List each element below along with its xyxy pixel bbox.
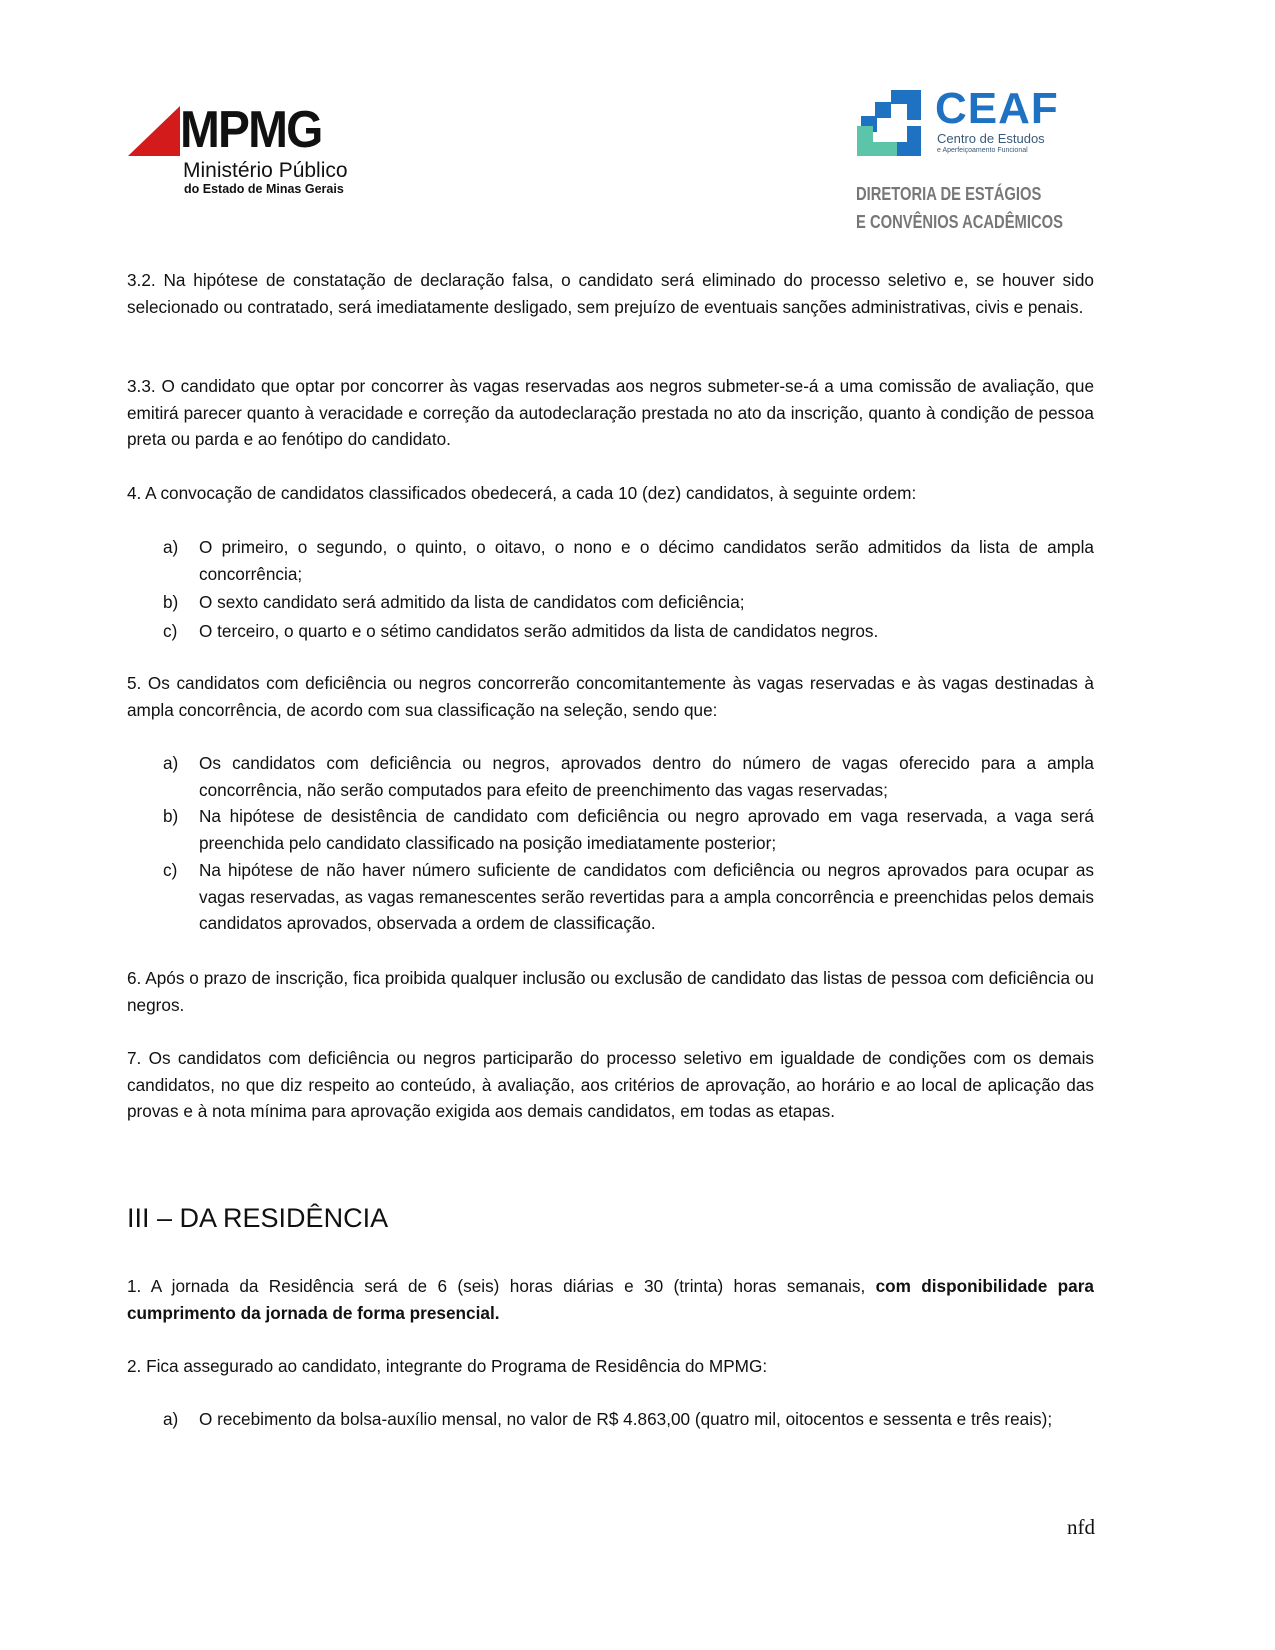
paragraph-6: 6. Após o prazo de inscrição, fica proibida qualquer inclusão ou exclusão de candidato das listas de pessoa com deficiência ou negros. (127, 968, 1094, 1015)
list-5 (127, 750, 1094, 937)
list-text: Os candidatos com deficiência ou negros, aprovados dentro do número de vagas oferecido para a ampla concorrência, não serão computados para efeito de preenchimento das vagas reservadas; (199, 753, 1094, 800)
list-text: O terceiro, o quarto e o sétimo candidatos serão admitidos da lista de candidatos negros. (199, 621, 879, 642)
r1-bold-text: com disponibilidade para cumprimento da jornada de forma presencial. (127, 1276, 1094, 1323)
list-item (127, 857, 1094, 937)
department-name (856, 180, 1063, 236)
list-item (127, 803, 1094, 856)
list-item (127, 1406, 1094, 1433)
list-text: O sexto candidato será admitido da lista de candidatos com deficiência; (199, 592, 745, 613)
list-item (127, 618, 1094, 645)
list-text: Na hipótese de não haver número suficiente de candidatos com deficiência ou negros aprovados para ocupar as vagas reservadas, as vagas remanescentes serão revertidas para a ampla concorrência e preenchidas pelos demais candidatos aprovados, observada a ordem de classificação. (199, 859, 1094, 934)
list-marker: b) (163, 806, 179, 827)
list-marker: a) (163, 537, 179, 557)
mpmg-line2: do Estado de Minas Gerais (184, 182, 344, 196)
paragraph-3-3: 3.3. O candidato que optar por concorrer às vagas reservadas aos negros submeter-se-á a uma comissão de avaliação, que emitirá parecer quanto à veracidade e correção da autodeclaração prestada no ato da inscrição, quanto à condição de pessoa preta ou parda e ao fenótipo do candidato. (127, 376, 1094, 450)
list-4 (127, 534, 1094, 645)
list-marker: c) (163, 621, 178, 642)
ceaf-mark-icon (855, 88, 927, 158)
ceaf-line1: Centro de Estudos (937, 131, 1045, 146)
list-item (127, 534, 1094, 587)
ceaf-title: CEAF (935, 84, 1059, 133)
paragraph-7: 7. Os candidatos com deficiência ou negros participarão do processo seletivo em igualdade de condições com os demais candidatos, no que diz respeito ao conteúdo, à avaliação, aos critérios de aprovação, ao horário e ao local de aplicação das provas e à nota mínima para aprovação exigida aos demais candidatos, em todas as etapas. (127, 1048, 1094, 1122)
paragraph-5: 5. Os candidatos com deficiência ou negros concorrerão concomitantemente às vagas reservadas e às vagas destinadas à ampla concorrência, de acordo com sua classificação na seleção, sendo que: (127, 673, 1094, 720)
ceaf-logo (855, 84, 1065, 238)
list-marker: a) (163, 1409, 179, 1429)
mpmg-line1: Ministério Público (183, 159, 348, 182)
list-marker: c) (163, 859, 178, 880)
residencia-paragraph-1 (127, 1273, 1094, 1326)
list-text: Na hipótese de desistência de candidato com deficiência ou negro aprovado em vaga reservada, a vaga será preenchida pelo candidato classificado na posição imediatamente posterior; (199, 806, 1094, 854)
list-text: O recebimento da bolsa-auxílio mensal, no valor de R$ 4.863,00 (quatro mil, oitocentos e sessenta e três reais); (199, 1409, 1053, 1429)
mpmg-title: MPMG (180, 101, 322, 159)
footer-initials: nfd (1067, 1515, 1095, 1539)
dept-line1: DIRETORIA DE ESTÁGIOS (856, 184, 1042, 204)
residencia-paragraph-2: 2. Fica assegurado ao candidato, integrante do Programa de Residência do MPMG: (127, 1356, 768, 1376)
r1-text: 1. A jornada da Residência será de 6 (seis) horas diárias e 30 (trinta) horas semanais, (127, 1276, 876, 1296)
mpmg-red-triangle-icon (128, 106, 188, 162)
paragraph-3-2: 3.2. Na hipótese de constatação de declaração falsa, o candidato será eliminado do processo seletivo e, se houver sido selecionado ou contratado, será imediatamente desligado, sem prejuízo de eventuais sanções administrativas, civis e penais. (127, 270, 1094, 317)
ceaf-line2: e Aperfeiçoamento Funcional (937, 147, 1028, 154)
section-heading: III – DA RESIDÊNCIA (127, 1203, 389, 1233)
list-text: O primeiro, o segundo, o quinto, o oitavo, o nono e o décimo candidatos serão admitidos da lista de ampla concorrência; (199, 537, 1094, 584)
mpmg-logo (128, 101, 383, 204)
paragraph-4: 4. A convocação de candidatos classificados obedecerá, a cada 10 (dez) candidatos, à seguinte ordem: (127, 483, 917, 503)
list-residencia (127, 1406, 1094, 1433)
list-item (127, 589, 1094, 616)
list-marker: a) (163, 753, 179, 773)
list-item (127, 750, 1094, 803)
dept-line2: E CONVÊNIOS ACADÊMICOS (856, 212, 1063, 232)
list-marker: b) (163, 592, 179, 613)
